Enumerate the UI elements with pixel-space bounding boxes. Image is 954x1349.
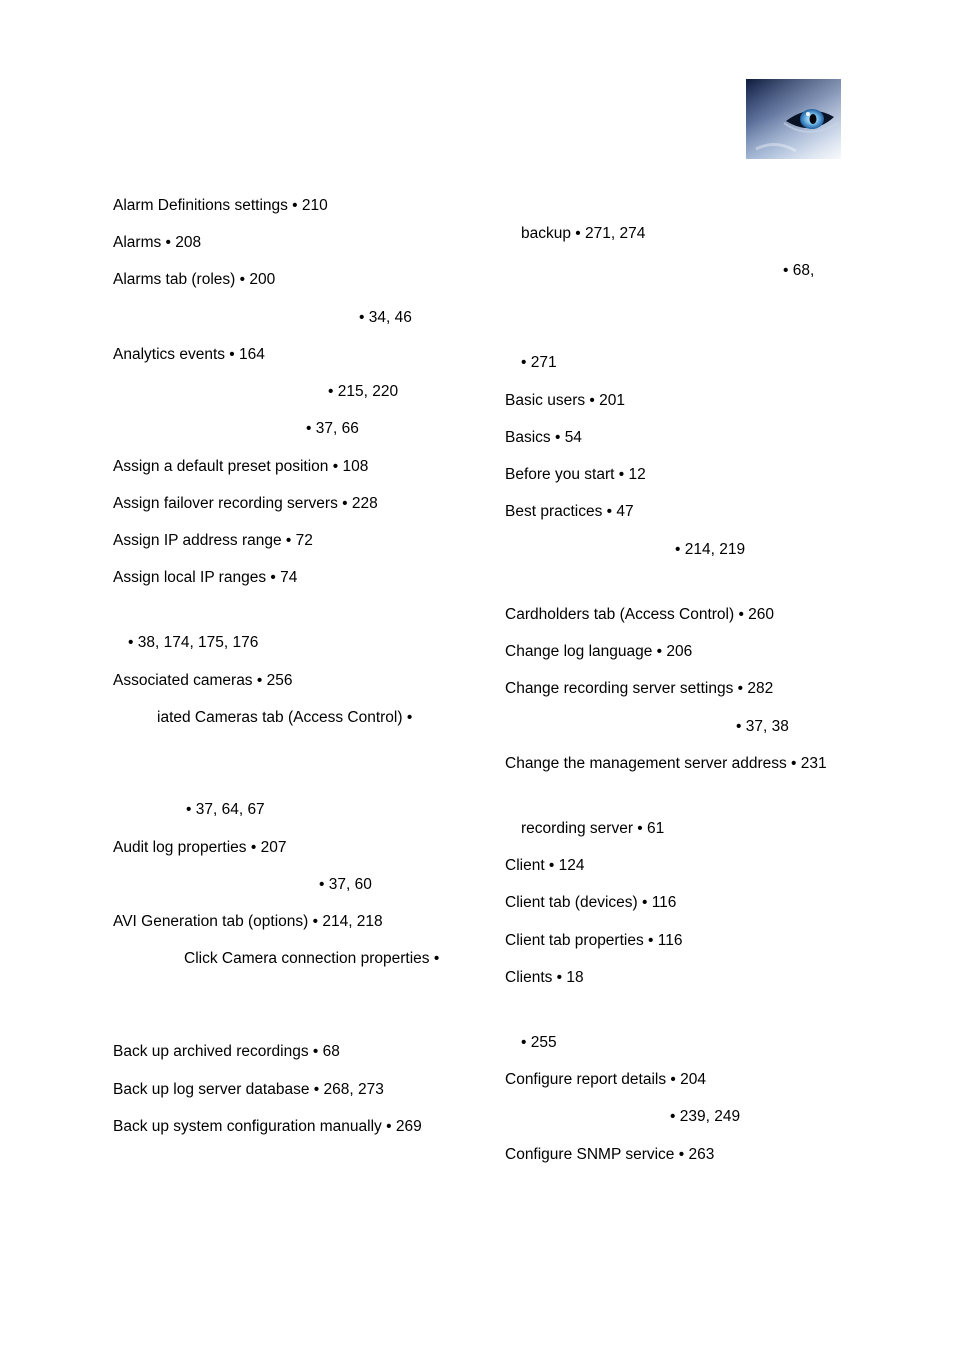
index-entry-assign-local-ip-ranges: Assign local IP ranges • 74	[113, 569, 298, 586]
index-entry-basics: Basics • 54	[505, 429, 582, 446]
index-entry-audit-log-properties: Audit log properties • 207	[113, 839, 287, 856]
index-entry-page-refs: • 37, 60	[319, 876, 372, 893]
index-entry-back-up-archived-recordings: Back up archived recordings • 68	[113, 1043, 340, 1060]
index-entry-analytics-events: Analytics events • 164	[113, 346, 265, 363]
index-entry-before-you-start: Before you start • 12	[505, 466, 646, 483]
index-entry-client: Client • 124	[505, 857, 585, 874]
index-entry-page-refs: • 68,	[783, 262, 815, 279]
index-entry-page-refs: • 271	[521, 354, 557, 371]
index-entry-associated-cameras: Associated cameras • 256	[113, 672, 293, 689]
index-entry-change-log-language: Change log language • 206	[505, 643, 693, 660]
index-entry-assign-ip-address-range: Assign IP address range • 72	[113, 532, 313, 549]
index-entry-back-up-system-configuration: Back up system configuration manually • 269	[113, 1118, 422, 1135]
index-entry-change-management-server-address: Change the management server address • 231	[505, 755, 827, 772]
index-entry-assign-failover-recording-servers: Assign failover recording servers • 228	[113, 495, 378, 512]
index-entry-page-refs: • 34, 46	[359, 309, 412, 326]
index-entry-backup: backup • 271, 274	[521, 225, 646, 242]
index-entry-page-refs: • 255	[521, 1034, 557, 1051]
index-entry-recording-server: recording server • 61	[521, 820, 665, 837]
index-entry-page-refs: • 215, 220	[328, 383, 399, 400]
index-entry-back-up-log-server-database: Back up log server database • 268, 273	[113, 1081, 384, 1098]
index-entry-page-refs: • 239, 249	[670, 1108, 741, 1125]
index-entry-associated-cameras-tab: iated Cameras tab (Access Control) •	[157, 709, 413, 726]
wolf-eye-logo	[746, 79, 841, 159]
index-entry-page-refs: • 37, 38	[736, 718, 789, 735]
index-entry-alarms-tab-roles: Alarms tab (roles) • 200	[113, 271, 276, 288]
index-entry-client-tab-devices: Client tab (devices) • 116	[505, 894, 677, 911]
index-entry-client-tab-properties: Client tab properties • 116	[505, 932, 683, 949]
index-entry-click-camera-connection-properties: Click Camera connection properties •	[184, 950, 440, 967]
index-entry-change-recording-server-settings: Change recording server settings • 282	[505, 680, 774, 697]
index-entry-page-refs: • 214, 219	[675, 541, 746, 558]
index-entry-basic-users: Basic users • 201	[505, 392, 626, 409]
index-entry-configure-snmp-service: Configure SNMP service • 263	[505, 1146, 715, 1163]
index-entry-avi-generation-tab: AVI Generation tab (options) • 214, 218	[113, 913, 383, 930]
index-entry-alarms: Alarms • 208	[113, 234, 202, 251]
index-entry-page-refs: • 38, 174, 175, 176	[128, 634, 259, 651]
index-entry-page-refs: • 37, 64, 67	[186, 801, 265, 818]
index-entry-clients: Clients • 18	[505, 969, 584, 986]
index-entry-cardholders-tab: Cardholders tab (Access Control) • 260	[505, 606, 775, 623]
index-entry-alarm-definitions-settings: Alarm Definitions settings • 210	[113, 197, 328, 214]
index-entry-configure-report-details: Configure report details • 204	[505, 1071, 707, 1088]
index-entry-best-practices: Best practices • 47	[505, 503, 634, 520]
index-entry-page-refs: • 37, 66	[306, 420, 359, 437]
index-entry-assign-default-preset-position: Assign a default preset position • 108	[113, 458, 369, 475]
